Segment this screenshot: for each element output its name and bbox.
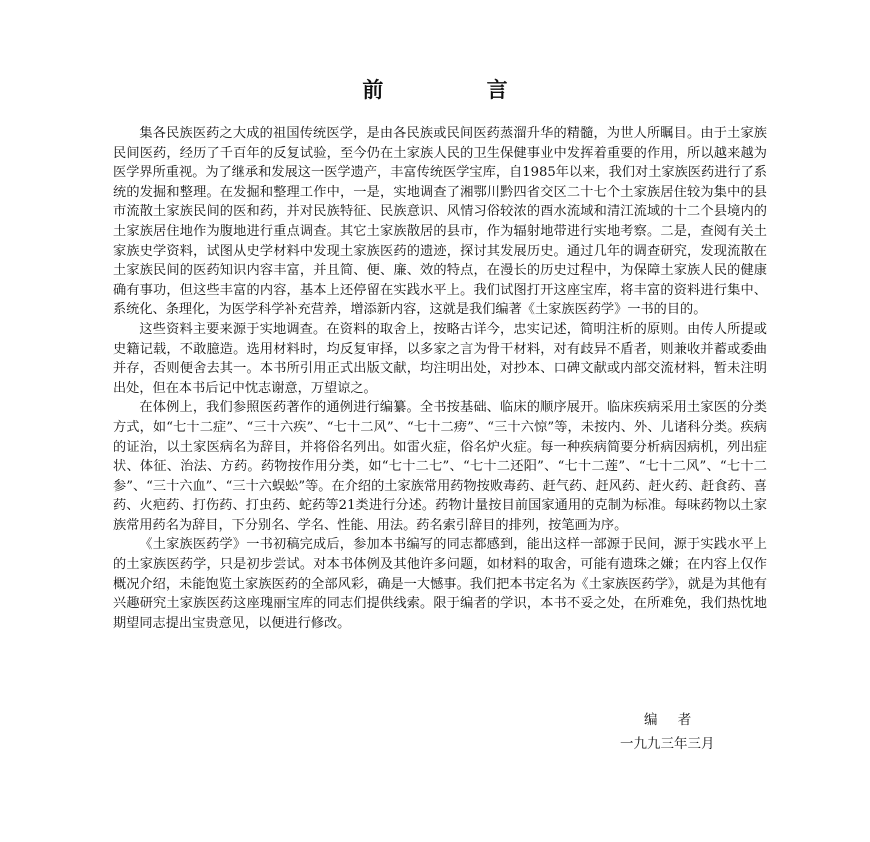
page-title: 前 言 bbox=[362, 77, 556, 102]
preface-body bbox=[113, 124, 767, 633]
paragraph-3: 在体例上，我们参照医药著作的通例进行编纂。全书按基础、临床的顺序展开。临床疾病采用土家医的分类方式，如“七十二症”、“三十六疾”、“七十二风”、“七十二痨”、“三十六惊”等，未按内、外、儿诸科分类。疾病的证治，以土家医病名为辞目，并将俗名列出。如雷火症，俗名炉火症。每一种疾病简要分析病因病机，列出症状、体征、治法、方药。药物按作用分类，如“七十二七”、“七十二还阳”、“七十二莲”、“七十二风”、“七十二参”、“三十六血”、“三十六蜈蚣”等。在介绍的土家族常用药物按败毒药、赶气药、赶风药、赶火药、赶食药、喜药、火疤药、打伤药、打虫药、蛇药等21类进行分述。药物计量按目前国家通用的克制为标准。每味药物以土家族常用药名为辞目，下分别名、学名、性能、用法。药名索引辞目的排列，按笔画为序。 bbox=[113, 400, 767, 533]
signature-date: 一九九三年三月 bbox=[620, 736, 715, 752]
signature-block bbox=[560, 708, 780, 756]
paragraph-4: 《土家族医药学》一书初稿完成后，参加本书编写的同志都感到，能出这样一部源于民间，源于实践水平上的土家族医药学，只是初步尝试。对本书体例及其他许多问题，如材料的取舍，可能有遗珠之嫌；在内容上仅作概况介绍，未能饱览土家族医药的全部风彩，确是一大憾事。我们把本书定名为《土家族医药学》，就是为其他有兴趣研究土家族医药这座瑰丽宝库的同志们提供线索。限于编者的学识，本书不妥之处，在所难免，我们热忱地期望同志提出宝贵意见，以便进行修改。 bbox=[113, 537, 767, 631]
paragraph-1: 集各民族医药之大成的祖国传统医学，是由各民族或民间医药蒸溜升华的精髓，为世人所瞩目。由于土家族民间医药，经历了千百年的反复试验，至今仍在土家族人民的卫生保健事业中发挥着重要的作用，所以越来越为医学界所重视。为了继承和发展这一医学遗产，丰富传统医学宝库，自1985年以来，我们对土家族医药进行了系统的发掘和整理。在发掘和整理工作中，一是，实地调查了湘鄂川黔四省交区二十七个土家族居住较为集中的县市流散土家族民间的医和药，并对民族特征、民族意识、风情习俗较浓的酉水流域和清江流域的十二个县境内的土家族居住地作为腹地进行重点调查。其它土家族散居的县市，作为辐射地带进行实地考察。二是，查阅有关土家族史学资料，试图从史学材料中发现土家族医药的遗迹，探讨其发展历史。通过几年的调查研究，发现流散在土家族民间的医药知识内容丰富，并且简、便、廉、效的特点，在漫长的历史过程中，为保障土家族人民的健康确有事功，但这些丰富的内容，基本上还停留在实践水平上。我们试图打开这座宝库，将丰富的资料进行集中、系统化、条理化，为医学科学补充营养，增添新内容，这就是我们编著《土家族医药学》一书的目的。 bbox=[113, 126, 767, 318]
paragraph-2: 这些资料主要来源于实地调查。在资料的取舍上，按略古详今，忠实记述，简明注析的原则。由传人所提或史籍记载，不敢臆造。选用材料时，均反复审择，以多家之言为骨干材料，对有歧异不盾者，则兼收并蓄或委曲并存，否则便舍去其一。本书所引用正式出版文献，均注明出处，对抄本、口碑文献或内部交流材料，暂未注明出处，但在本书后记中忱志谢意，万望谅之。 bbox=[113, 321, 767, 396]
signature-author: 编 者 bbox=[644, 712, 700, 728]
